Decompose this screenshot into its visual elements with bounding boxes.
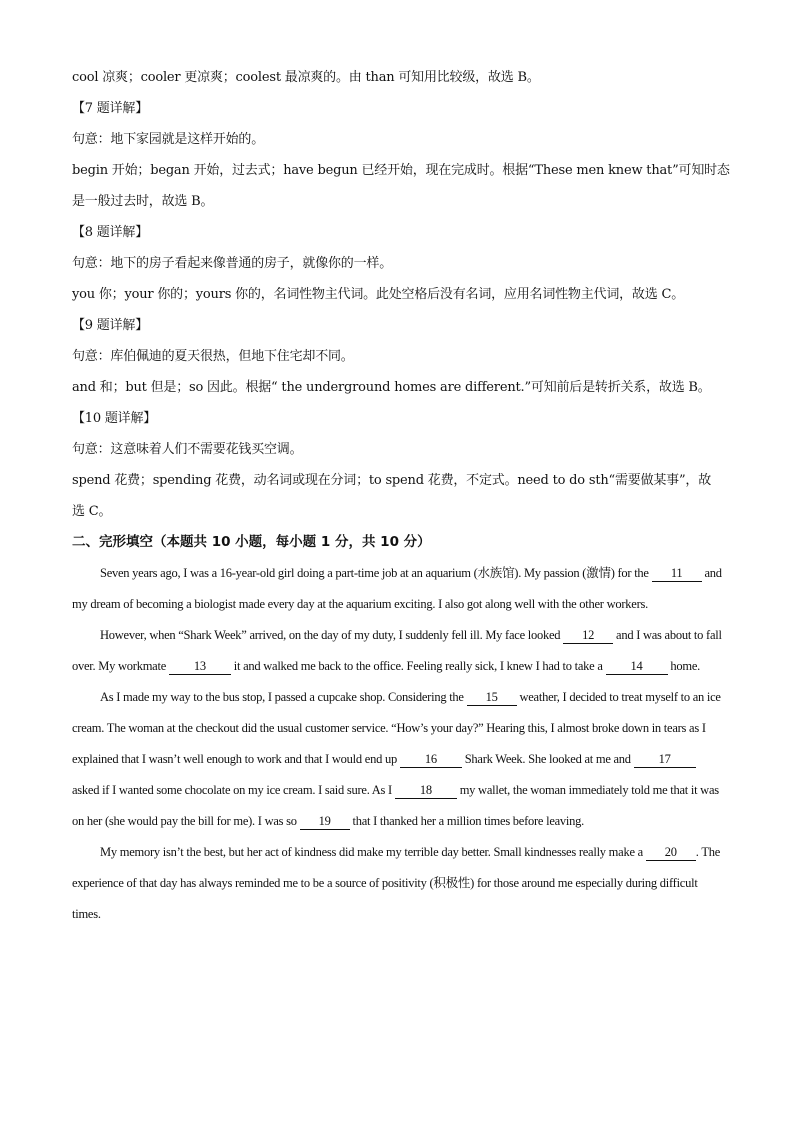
blank-15: 15 [467,689,517,706]
explanation-line: 句意：库伯佩迪的夏天很热，但地下住宅却不同。 [72,349,354,364]
passage-text: Seven years ago, I was a 16-year-old girl doing a part-time job at an aquarium (水族馆). My passion (激情) for the [100,566,652,580]
passage-paragraph-4 [72,837,722,930]
blank-13: 13 [169,658,231,675]
passage-paragraph-3 [72,682,722,837]
passage-text: . The experience of that day has always reminded me to be a source of positivity (积极性) for those around me especially during difficult times. [72,845,721,921]
passage-text: home. [667,659,701,673]
passage-text: asked if I wanted some chocolate on my ice cream. I said sure. As I [72,783,395,797]
blank-20: 20 [646,844,696,861]
passage-text: and my dream of becoming a biologist made every day at the aquarium exciting. I also got along well with the other workers. [72,566,722,611]
blank-14: 14 [606,658,668,675]
passage-text: my wallet, the woman immediately told me that it was on her (she would pay the bill for me). I was so [72,783,719,828]
passage-text: that I thanked her a million times before leaving. [349,814,585,828]
question-label: 【7 题详解】 [72,101,149,116]
explanation-line: cool 凉爽；cooler 更凉爽；coolest 最凉爽的。由 than 可知用比较级，故选 B。 [72,70,540,85]
explanation-line: and 和；but 但是；so 因此。根据“ the underground homes are different.”可知前后是转折关系，故选 B。 [72,380,711,395]
blank-18: 18 [395,782,457,799]
blank-17: 17 [634,751,696,768]
blank-12: 12 [563,627,613,644]
passage-text: weather, I decided to treat myself to an ice cream. The woman at the checkout did the usual customer service. “How’s your day?” Hearing this, I almost broke down in tears as I explained that I wasn’t well enough to work and that I would end up [72,690,721,766]
question-label: 【8 题详解】 [72,225,149,240]
question-label: 【10 题详解】 [72,411,157,426]
passage-paragraph-1 [72,558,722,620]
blank-11: 11 [652,565,702,582]
explanation-line: 句意：地下的房子看起来像普通的房子，就像你的一样。 [72,256,393,271]
explanation-line: 选 C。 [72,504,112,519]
passage-text: My memory isn’t the best, but her act of kindness did make my terrible day better. Small kindnesses really make a [100,845,646,859]
blank-19: 19 [300,813,350,830]
passage-text: Shark Week. She looked at me and [461,752,634,766]
passage-text: and I was about to fall over. My workmate [72,628,722,673]
explanation-line: 是一般过去时，故选 B。 [72,194,214,209]
section-heading: 二、完形填空（本题共 10 小题，每小题 1 分，共 10 分） [72,534,431,550]
explanation-line: begin 开始；began 开始，过去式；have begun 已经开始，现在完成时。根据“These men knew that”可知时态 [72,163,730,178]
passage-text: As I made my way to the bus stop, I passed a cupcake shop. Considering the [100,690,467,704]
document-page [72,62,730,930]
cloze-passage [72,558,722,930]
passage-text: it and walked me back to the office. Feeling really sick, I knew I had to take a [230,659,606,673]
explanation-line: you 你；your 你的；yours 你的，名词性物主代词。此处空格后没有名词，应用名词性物主代词，故选 C。 [72,287,685,302]
passage-text: However, when “Shark Week” arrived, on the day of my duty, I suddenly fell ill. My face looked [100,628,564,642]
explanation-line: spend 花费；spending 花费，动名词或现在分词；to spend 花费，不定式。need to do sth“需要做某事”，故 [72,473,712,488]
explanation-line: 句意：这意味着人们不需要花钱买空调。 [72,442,303,457]
answer-explanations [72,62,730,527]
passage-paragraph-2 [72,620,722,682]
blank-16: 16 [400,751,462,768]
explanation-line: 句意：地下家园就是这样开始的。 [72,132,265,147]
question-label: 【9 题详解】 [72,318,149,333]
